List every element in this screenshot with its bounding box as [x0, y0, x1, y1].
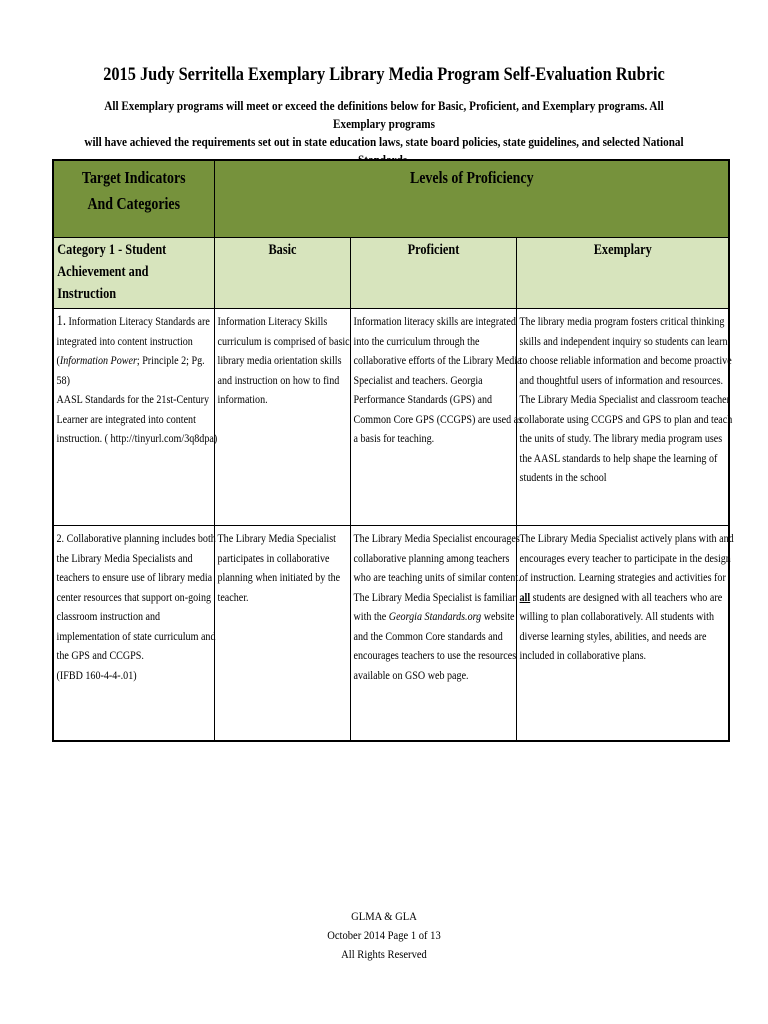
footer-line-2: October 2014 Page 1 of 13 — [327, 928, 441, 942]
indicator-text: 1. Information Literacy Standards are integrated into content instruction (Information Power; Principle 2; Pg. 58) AASL Standards for the 21st-Century Learner are integrated into content instruction. ( http://tinyurl.com/3q8dpa) — [56, 313, 218, 445]
subheader-row — [53, 238, 729, 309]
table-row — [53, 526, 729, 742]
basic-cell: The Library Media Specialist participates in collaborative planning when initiated by the teacher. — [214, 526, 350, 742]
target-indicators-header — [53, 160, 214, 238]
indicator-text: 2. Collaborative planning includes both the Library Media Specialists and teachers to ensure use of library media center resources that support on-going classroom instruction and implementation of state curriculum and the GPS and CCGPS. (IFBD 160-4-4-.01) — [56, 531, 216, 682]
category-header — [53, 238, 214, 309]
indicator-cell — [53, 526, 214, 742]
level-proficient-header: Proficient — [350, 238, 516, 309]
footer-line-1: GLMA & GLA — [351, 909, 417, 923]
levels-of-proficiency-header — [214, 160, 729, 238]
indicator-cell — [53, 309, 218, 526]
proficient-cell: The Library Media Specialist encourages collaborative planning among teachers who are teaching units of similar content. The Library Media Specialist is familiar with the Georgia Standards.org website and the Common Core standards and encourages teachers to use the resources available on GSO web page. — [350, 526, 516, 742]
basic-cell: Information Literacy Skills curriculum is comprised of basic library media orientation skills and instruction on how to find information. — [214, 309, 350, 526]
rubric-table — [52, 159, 734, 742]
proficient-cell: Information literacy skills are integrated into the curriculum through the collaborative efforts of the Library Media Specialist and teachers. Georgia Performance Standards (GPS) and Common Core GPS (CCGPS) are used as a basis for teaching. — [350, 309, 516, 526]
footer-line-3: All Rights Reserved — [341, 947, 427, 961]
header-row — [53, 160, 729, 238]
exemplary-cell: The library media program fosters critical thinking skills and independent inquiry so students can learn to choose reliable information and become proactive and thoughtful users of information and resources. The Library Media Specialist and classroom teacher collaborate using CCGPS and GPS to plan and teach the units of study. The library media program uses the AASL standards to help shape the learning of students in the school — [516, 309, 729, 526]
subtitle-line-1: All Exemplary programs will meet or exceed the definitions below for Basic, Proficient, and Exemplary programs. All Exemplary programs — [104, 98, 664, 131]
document-title: 2015 Judy Serritella Exemplary Library Media Program Self-Evaluation Rubric — [103, 64, 665, 85]
header-left-line-1: Target Indicators — [81, 168, 186, 187]
header-left-line-2: And Categories — [87, 194, 181, 213]
levels-header-label: Levels of Proficiency — [409, 168, 534, 187]
category-line-2: Achievement and Instruction — [57, 264, 149, 302]
exemplary-cell: The Library Media Specialist actively plans with and encourages every teacher to participate in the design of instruction. Learning strategies and activities for all students are designed with all teachers who are willing to plan collaboratively. All students with diverse learning styles, abilities, and needs are included in collaborative plans. — [516, 526, 729, 742]
table-row — [53, 309, 729, 526]
level-basic-header: Basic — [214, 238, 350, 309]
subtitle-line-2: will have achieved the requirements set out in state education laws, state board policies, state guidelines, and selected National — [84, 134, 684, 149]
category-line-1: Category 1 - Student — [57, 242, 167, 258]
level-exemplary-header: Exemplary — [516, 238, 729, 309]
page-footer — [46, 907, 722, 964]
